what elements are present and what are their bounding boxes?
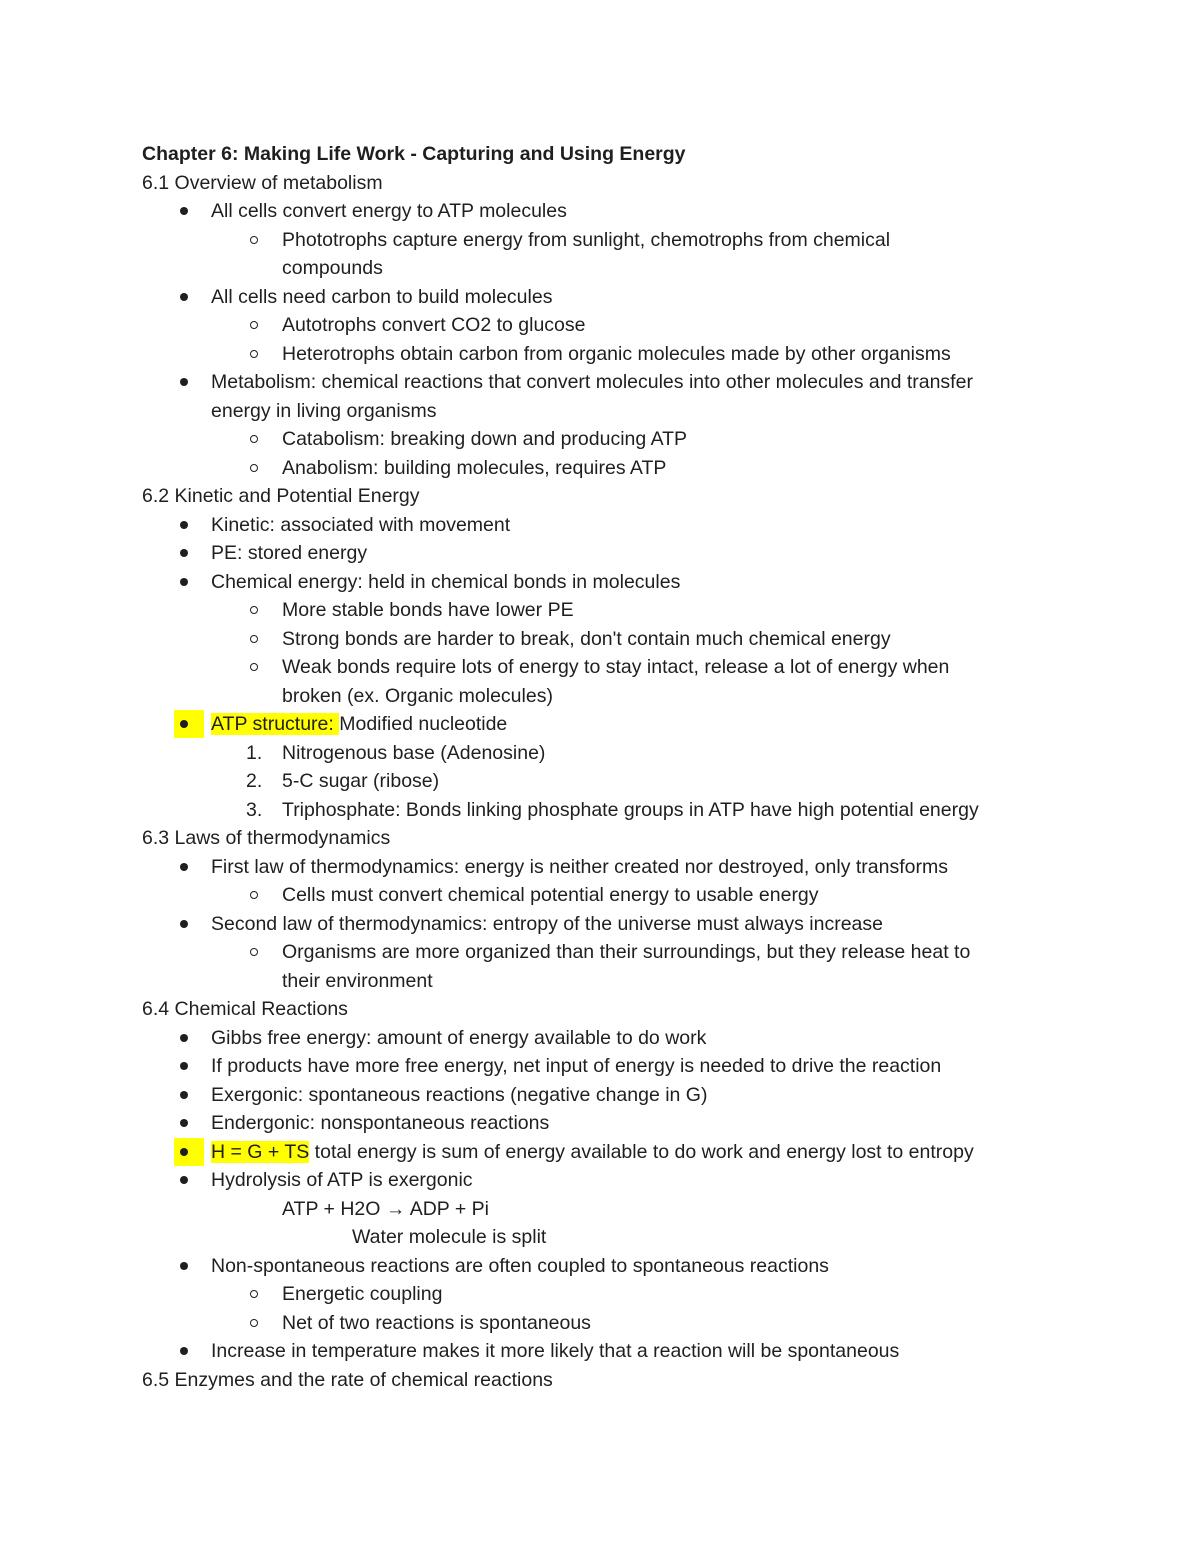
circle-bullet-icon [250, 635, 258, 643]
bullet-icon [180, 920, 188, 928]
item-number: 3. [246, 798, 263, 821]
sub-list-item: Weak bonds require lots of energy to stay intact, release a lot of energy when [142, 653, 1082, 682]
bullet-icon [180, 207, 188, 215]
list-item: Gibbs free energy: amount of energy available to do work [142, 1024, 1082, 1053]
bullet-icon [180, 1347, 188, 1355]
bullet-icon [180, 1119, 188, 1127]
circle-bullet-icon [250, 321, 258, 329]
list-item-wrap: energy in living organisms [211, 399, 437, 422]
sub-list-item-wrap: broken (ex. Organic molecules) [282, 684, 553, 707]
highlight-mark [174, 710, 204, 738]
sub-list-item-wrap: their environment [282, 969, 433, 992]
equation-note: Water molecule is split [352, 1226, 547, 1248]
sub-list-item: Strong bonds are harder to break, don't contain much chemical energy [142, 625, 1082, 654]
sub-list-item: Phototrophs capture energy from sunlight, chemotrophs from chemical [142, 226, 1082, 255]
circle-bullet-icon [250, 435, 258, 443]
circle-bullet-icon [250, 350, 258, 358]
circle-bullet-icon [250, 1319, 258, 1327]
list-item: PE: stored energy [142, 539, 1082, 568]
list-item: Increase in temperature makes it more likely that a reaction will be spontaneous [142, 1337, 1082, 1366]
sub-list-item: Energetic coupling [142, 1280, 1082, 1309]
highlight-mark [174, 1138, 204, 1166]
bullet-icon [180, 1034, 188, 1042]
section-heading-6-1: 6.1 Overview of metabolism [142, 171, 383, 194]
bullet-icon [180, 293, 188, 301]
list-item: Non-spontaneous reactions are often coupled to spontaneous reactions [142, 1252, 1082, 1281]
list-item: First law of thermodynamics: energy is neither created nor destroyed, only transforms [142, 853, 1082, 882]
sub-list-item: Anabolism: building molecules, requires ATP [142, 454, 1082, 483]
item-number: 2. [246, 770, 263, 792]
section-heading-6-2: 6.2 Kinetic and Potential Energy [142, 485, 420, 507]
bullet-icon [180, 1148, 188, 1156]
list-item-highlighted: ATP structure: Modified nucleotide [142, 710, 1082, 739]
document-page [142, 140, 1082, 1394]
list-item-highlighted: H = G + TS total energy is sum of energy available to do work and energy lost to entropy [142, 1138, 1082, 1167]
sub-list-item: Net of two reactions is spontaneous [142, 1309, 1082, 1338]
list-item: If products have more free energy, net input of energy is needed to drive the reaction [142, 1052, 1082, 1081]
circle-bullet-icon [250, 606, 258, 614]
section-heading-6-5: 6.5 Enzymes and the rate of chemical reactions [142, 1368, 553, 1391]
sub-list-item: More stable bonds have lower PE [142, 596, 1082, 625]
list-item: Endergonic: nonspontaneous reactions [142, 1109, 1082, 1138]
highlighted-equation: H = G + TS [211, 1140, 310, 1163]
bullet-icon [180, 521, 188, 529]
highlighted-text: ATP structure: [211, 713, 340, 735]
numbered-item: 3. Triphosphate: Bonds linking phosphate groups in ATP have high potential energy [142, 796, 1082, 825]
sub-list-item: Catabolism: breaking down and producing ATP [142, 425, 1082, 454]
circle-bullet-icon [250, 891, 258, 899]
list-item: Hydrolysis of ATP is exergonic [142, 1166, 1082, 1195]
document-title: Chapter 6: Making Life Work - Capturing and Using Energy [142, 143, 686, 165]
list-item: Chemical energy: held in chemical bonds in molecules [142, 568, 1082, 597]
bullet-icon [180, 578, 188, 586]
list-item: Metabolism: chemical reactions that convert molecules into other molecules and transfer [142, 368, 1082, 397]
item-number: 1. [246, 741, 263, 764]
numbered-item: 1. Nitrogenous base (Adenosine) [142, 739, 1082, 768]
sub-list-item-wrap: compounds [282, 257, 383, 279]
section-heading-6-4: 6.4 Chemical Reactions [142, 998, 348, 1020]
list-item: Kinetic: associated with movement [142, 511, 1082, 540]
bullet-icon [180, 1062, 188, 1070]
bullet-icon [180, 1091, 188, 1099]
equation: ATP + H2O → ADP + Pi [282, 1197, 490, 1220]
sub-list-item: Heterotrophs obtain carbon from organic molecules made by other organisms [142, 340, 1082, 369]
circle-bullet-icon [250, 1290, 258, 1298]
bullet-icon [180, 720, 188, 728]
bullet-icon [180, 549, 188, 557]
list-item: Second law of thermodynamics: entropy of the universe must always increase [142, 910, 1082, 939]
list-item: All cells convert energy to ATP molecules [142, 197, 1082, 226]
bullet-icon [180, 378, 188, 386]
sub-list-item: Organisms are more organized than their surroundings, but they release heat to [142, 938, 1082, 967]
bullet-icon [180, 863, 188, 871]
bullet-icon [180, 1176, 188, 1184]
section-heading-6-3: 6.3 Laws of thermodynamics [142, 827, 391, 849]
sub-list-item: Cells must convert chemical potential energy to usable energy [142, 881, 1082, 910]
circle-bullet-icon [250, 464, 258, 472]
circle-bullet-icon [250, 663, 258, 671]
list-item: Exergonic: spontaneous reactions (negative change in G) [142, 1081, 1082, 1110]
circle-bullet-icon [250, 948, 258, 956]
sub-list-item: Autotrophs convert CO2 to glucose [142, 311, 1082, 340]
numbered-item: 2. 5-C sugar (ribose) [142, 767, 1082, 796]
circle-bullet-icon [250, 236, 258, 244]
bullet-icon [180, 1262, 188, 1270]
list-item: All cells need carbon to build molecules [142, 283, 1082, 312]
